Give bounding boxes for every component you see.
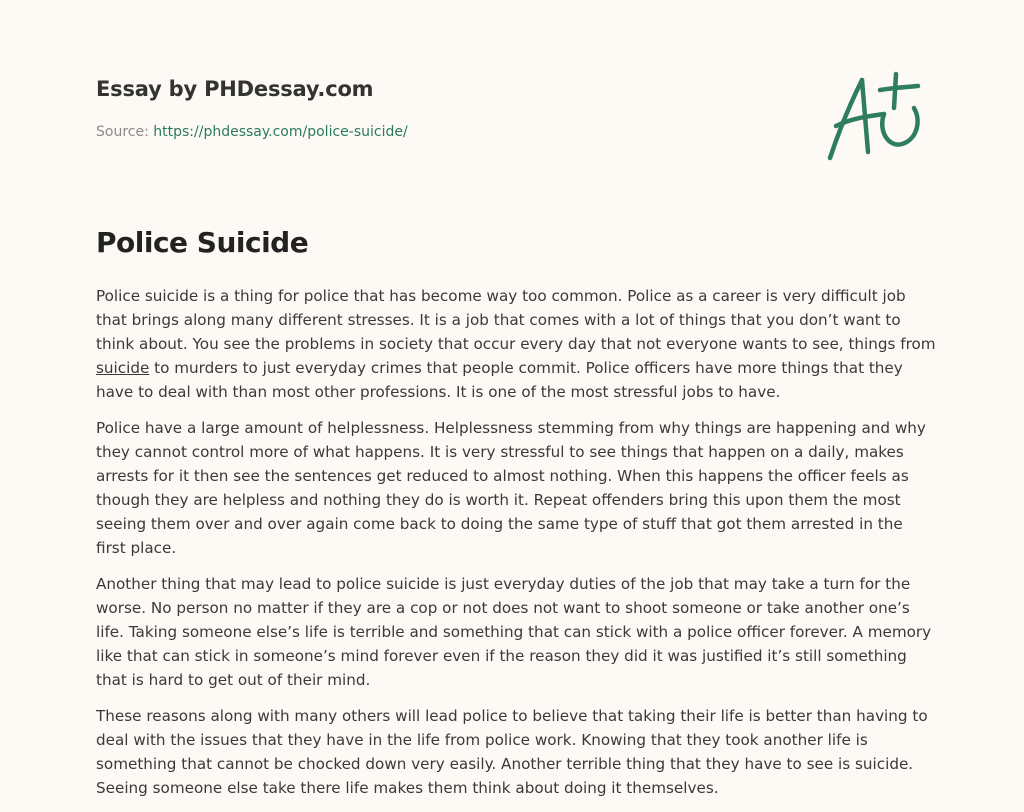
- source-line: [96, 124, 408, 140]
- paragraph-text: to murders to just everyday crimes that people commit. Police officers have more things that they have to deal with than most other professions. It is one of the most stressful jobs to have.: [96, 359, 903, 401]
- keyword-link-suicide[interactable]: suicide: [96, 359, 150, 377]
- paragraph-text: Police suicide is a thing for police that has become way too common. Police as a career is very difficult job that brings along many different stresses. It is a job that comes with a lot of things that you don’t want to think about. You see the problems in society that occur every day that not everyone wants to see, things from: [96, 287, 936, 353]
- site-brand: Essay by PHDessay.com: [96, 77, 374, 101]
- a-plus-grade-icon: [822, 68, 932, 164]
- essay-title: Police Suicide: [96, 226, 309, 259]
- essay-paragraph: These reasons along with many others will lead police to believe that taking their life is better than having to deal with the issues that they have in the life from police work. Knowing that they took another life is something that cannot be chocked down very easily. Another terrible thing that they have to see is suicide. Seeing someone else take there life makes them think about doing it themselves.: [96, 707, 928, 797]
- source-label: Source:: [96, 124, 149, 140]
- essay-body: [96, 284, 936, 812]
- essay-paragraph: Another thing that may lead to police suicide is just everyday duties of the job that may take a turn for the worse. No person no matter if they are a cop or not does not want to shoot someone or take another one’s life. Taking someone else’s life is terrible and something that can stick with a police officer forever. A memory like that can stick in someone’s mind forever even if the reason they did it was justified it’s still something that is hard to get out of their mind.: [96, 575, 932, 689]
- essay-paragraph: Police have a large amount of helplessness. Helplessness stemming from why things are happening and why they cannot control more of what happens. It is very stressful to see things that happen on a daily, makes arrests for it then see the sentences get reduced to almost nothing. When this happens the officer feels as though they are helpless and nothing they do is worth it. Repeat offenders bring this upon them the most seeing them over and over again come back to doing the same type of stuff that got them arrested in the first place.: [96, 419, 926, 557]
- source-link[interactable]: https://phdessay.com/police-suicide/: [153, 124, 408, 140]
- essay-paragraph: [96, 284, 936, 404]
